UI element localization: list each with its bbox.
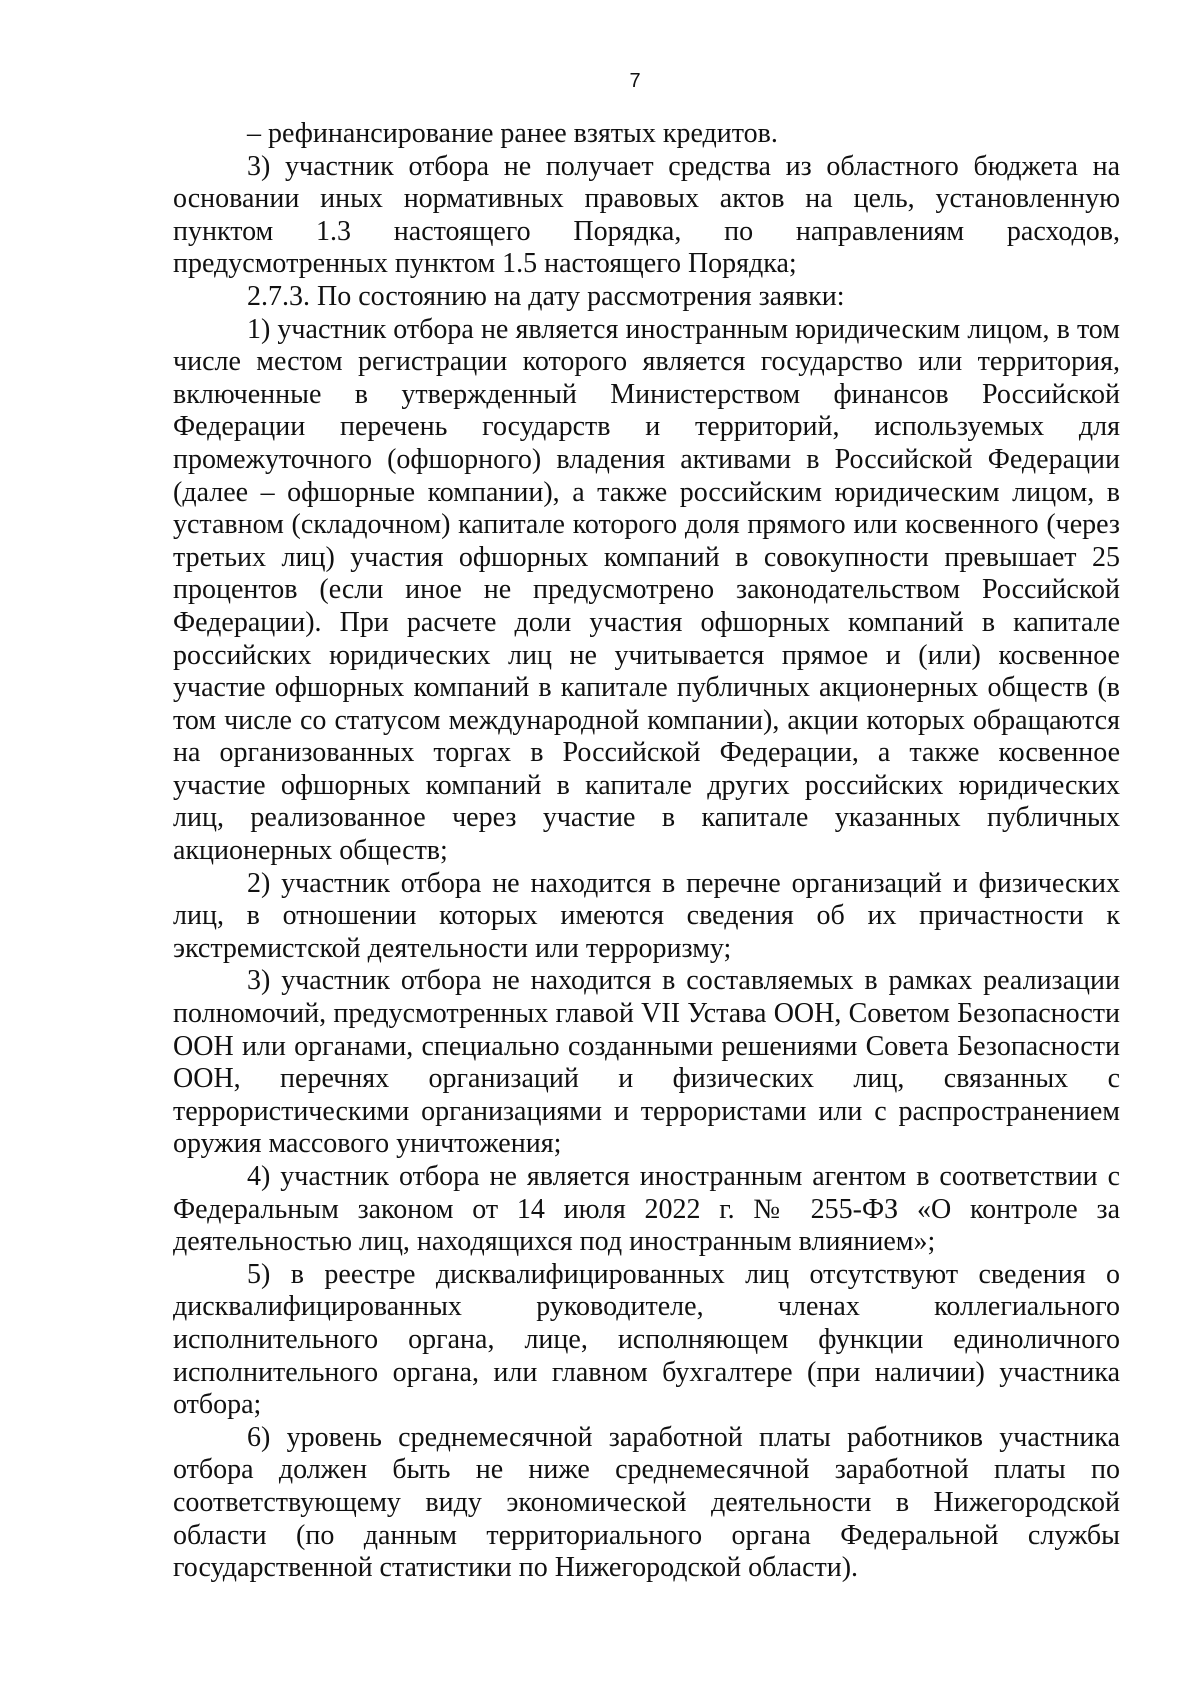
paragraph-item-1-offshore: 1) участник отбора не является иностранным юридическим лицом, в том числе местом регистрации которого является государство или территория, включенные в утвержденный Министерством финансов Российской Федерации перечень государств и территорий, используемых для промежуточного (офшорного) владения активами в Российской Федерации (далее – офшорные компании), а также российским юридическим лицом, в уставном (складочном) капитале которого доля прямого или косвенного (через третьих лиц) участия офшорных компаний в совокупности превышает 25 процентов (если иное не предусмотрено законодательством Российской Федерации). При расчете доли участия офшорных компаний в капитале российских юридических лиц не учитывается прямое и (или) косвенное участие офшорных компаний в капитале публичных акционерных обществ (в том числе со статусом международной компании), акции которых обращаются на организованных торгах в Российской Федерации, а также косвенное участие офшорных компаний в капитале других российских юридических лиц, реализованное через участие в капитале указанных публичных акционерных обществ;: [173, 313, 1120, 867]
paragraph-item-2-extremism: 2) участник отбора не находится в перечне организаций и физических лиц, в отношении которых имеются сведения об их причастности к экстремистской деятельности или терроризму;: [173, 867, 1120, 964]
paragraph-item-4-foreign-agent: 4) участник отбора не является иностранным агентом в соответствии с Федеральным законом от 14 июля 2022 г. № 255-ФЗ «О контроле за деятельностью лиц, находящихся под иностранным влиянием»;: [173, 1161, 1120, 1258]
paragraph-item-6-salary: 6) уровень среднемесячной заработной платы работников участника отбора должен быть не ниже среднемесячной заработной платы по соответствующему виду экономической деятельности в Нижегородской области (по данным территориального органа Федеральной службы государственной статистики по Нижегородской области).: [173, 1421, 1120, 1584]
paragraph-item-3-un-lists: 3) участник отбора не находится в составляемых в рамках реализации полномочий, предусмотренных главой VII Устава ООН, Советом Безопасности ООН или органами, специально созданными решениями Совета Безопасности ООН, перечнях организаций и физических лиц, связанных с террористическими организациями и террористами или с распространением оружия массового уничтожения;: [173, 965, 1120, 1160]
paragraph-item-5-disqualified: 5) в реестре дисквалифицированных лиц отсутствуют сведения о дисквалифицированных руководителе, членах коллегиального исполнительного органа, лице, исполняющем функции единоличного исполнительного органа, или главном бухгалтере (при наличии) участника отбора;: [173, 1258, 1120, 1421]
page-number: 7: [629, 70, 641, 92]
paragraph-refinancing: – рефинансирование ранее взятых кредитов.: [247, 118, 778, 149]
paragraph-section-2-7-3: 2.7.3. По состоянию на дату рассмотрения заявки:: [247, 280, 845, 312]
paragraph-item-3-regional-budget: 3) участник отбора не получает средства из областного бюджета на основании иных нормативных правовых актов на цель, установленную пунктом 1.3 настоящего Порядка, по направлениям расходов, предусмотренных пунктом 1.5 настоящего Порядка;: [173, 150, 1120, 280]
document-body: [173, 118, 1120, 1585]
